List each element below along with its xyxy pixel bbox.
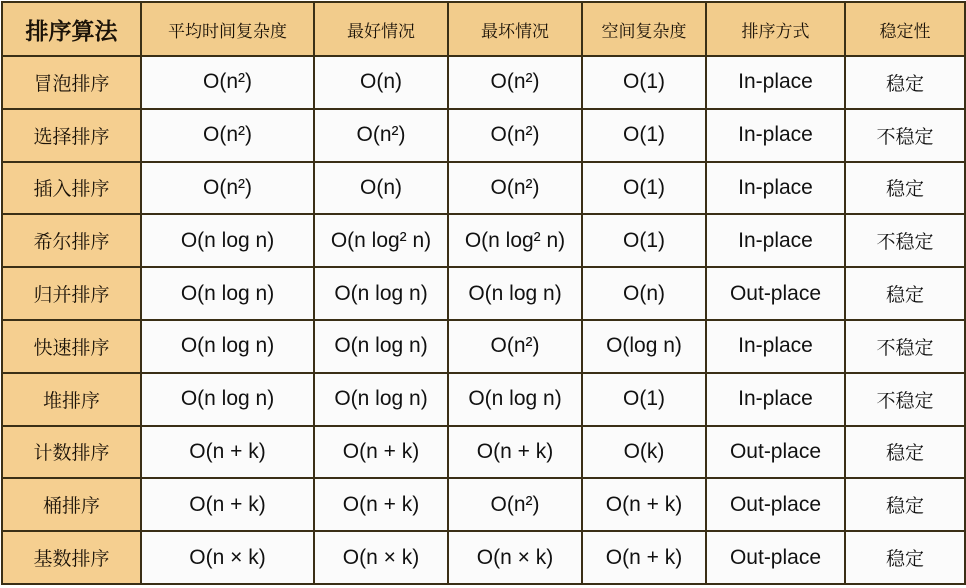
- best-case-cell: O(n²): [314, 109, 448, 162]
- best-case-cell: O(n log n): [314, 267, 448, 320]
- worst-case-cell: O(n log n): [448, 267, 582, 320]
- sort-mode-cell: Out-place: [706, 478, 845, 531]
- average-time-cell: O(n log n): [141, 320, 314, 373]
- sort-mode-cell: In-place: [706, 214, 845, 267]
- average-time-cell: O(n²): [141, 56, 314, 109]
- worst-case-cell: O(n + k): [448, 426, 582, 479]
- table-row: [2, 214, 965, 267]
- algorithm-name: 选择排序: [2, 109, 141, 162]
- sort-mode-cell: In-place: [706, 373, 845, 426]
- worst-case-cell: O(n log n): [448, 373, 582, 426]
- stability-cell: 不稳定: [845, 320, 965, 373]
- space-cell: O(log n): [582, 320, 706, 373]
- average-time-cell: O(n²): [141, 162, 314, 215]
- stability-cell: 稳定: [845, 531, 965, 584]
- table-row: [2, 109, 965, 162]
- table-body: [2, 56, 965, 584]
- stability-cell: 稳定: [845, 426, 965, 479]
- sort-mode-cell: In-place: [706, 109, 845, 162]
- best-case-cell: O(n): [314, 162, 448, 215]
- stability-cell: 稳定: [845, 267, 965, 320]
- average-time-cell: O(n log n): [141, 214, 314, 267]
- worst-case-cell: O(n²): [448, 56, 582, 109]
- table-header: [2, 2, 965, 56]
- sort-mode-cell: Out-place: [706, 531, 845, 584]
- average-time-cell: O(n + k): [141, 426, 314, 479]
- header-row: [2, 2, 965, 56]
- algorithm-name: 计数排序: [2, 426, 141, 479]
- sorting-complexity-table: [1, 1, 966, 585]
- worst-case-cell: O(n × k): [448, 531, 582, 584]
- sort-mode-cell: Out-place: [706, 426, 845, 479]
- algorithm-name: 归并排序: [2, 267, 141, 320]
- stability-cell: 稳定: [845, 56, 965, 109]
- header-worst-case: 最坏情况: [448, 2, 582, 56]
- header-sort-algorithm: 排序算法: [2, 2, 141, 56]
- table-row: [2, 56, 965, 109]
- algorithm-name: 堆排序: [2, 373, 141, 426]
- sort-mode-cell: In-place: [706, 162, 845, 215]
- worst-case-cell: O(n²): [448, 162, 582, 215]
- space-cell: O(1): [582, 373, 706, 426]
- sort-mode-cell: In-place: [706, 56, 845, 109]
- algorithm-name: 桶排序: [2, 478, 141, 531]
- table-row: [2, 531, 965, 584]
- best-case-cell: O(n log n): [314, 320, 448, 373]
- sort-mode-cell: In-place: [706, 320, 845, 373]
- header-sort-mode: 排序方式: [706, 2, 845, 56]
- table-row: [2, 320, 965, 373]
- table-row: [2, 267, 965, 320]
- table-row: [2, 426, 965, 479]
- table-row: [2, 162, 965, 215]
- average-time-cell: O(n + k): [141, 478, 314, 531]
- space-cell: O(n + k): [582, 478, 706, 531]
- average-time-cell: O(n log n): [141, 373, 314, 426]
- best-case-cell: O(n + k): [314, 478, 448, 531]
- average-time-cell: O(n²): [141, 109, 314, 162]
- best-case-cell: O(n + k): [314, 426, 448, 479]
- best-case-cell: O(n): [314, 56, 448, 109]
- algorithm-name: 插入排序: [2, 162, 141, 215]
- best-case-cell: O(n log n): [314, 373, 448, 426]
- worst-case-cell: O(n²): [448, 320, 582, 373]
- space-cell: O(1): [582, 162, 706, 215]
- worst-case-cell: O(n²): [448, 478, 582, 531]
- space-cell: O(1): [582, 56, 706, 109]
- stability-cell: 稳定: [845, 478, 965, 531]
- table-row: [2, 478, 965, 531]
- worst-case-cell: O(n²): [448, 109, 582, 162]
- algorithm-name: 冒泡排序: [2, 56, 141, 109]
- algorithm-name: 希尔排序: [2, 214, 141, 267]
- stability-cell: 不稳定: [845, 214, 965, 267]
- stability-cell: 稳定: [845, 162, 965, 215]
- worst-case-cell: O(n log² n): [448, 214, 582, 267]
- best-case-cell: O(n × k): [314, 531, 448, 584]
- space-cell: O(1): [582, 109, 706, 162]
- best-case-cell: O(n log² n): [314, 214, 448, 267]
- header-best-case: 最好情况: [314, 2, 448, 56]
- average-time-cell: O(n × k): [141, 531, 314, 584]
- header-space-complexity: 空间复杂度: [582, 2, 706, 56]
- space-cell: O(n + k): [582, 531, 706, 584]
- table-row: [2, 373, 965, 426]
- space-cell: O(k): [582, 426, 706, 479]
- algorithm-name: 快速排序: [2, 320, 141, 373]
- stability-cell: 不稳定: [845, 109, 965, 162]
- stability-cell: 不稳定: [845, 373, 965, 426]
- space-cell: O(n): [582, 267, 706, 320]
- header-stability: 稳定性: [845, 2, 965, 56]
- header-average-time: 平均时间复杂度: [141, 2, 314, 56]
- sort-mode-cell: Out-place: [706, 267, 845, 320]
- algorithm-name: 基数排序: [2, 531, 141, 584]
- average-time-cell: O(n log n): [141, 267, 314, 320]
- space-cell: O(1): [582, 214, 706, 267]
